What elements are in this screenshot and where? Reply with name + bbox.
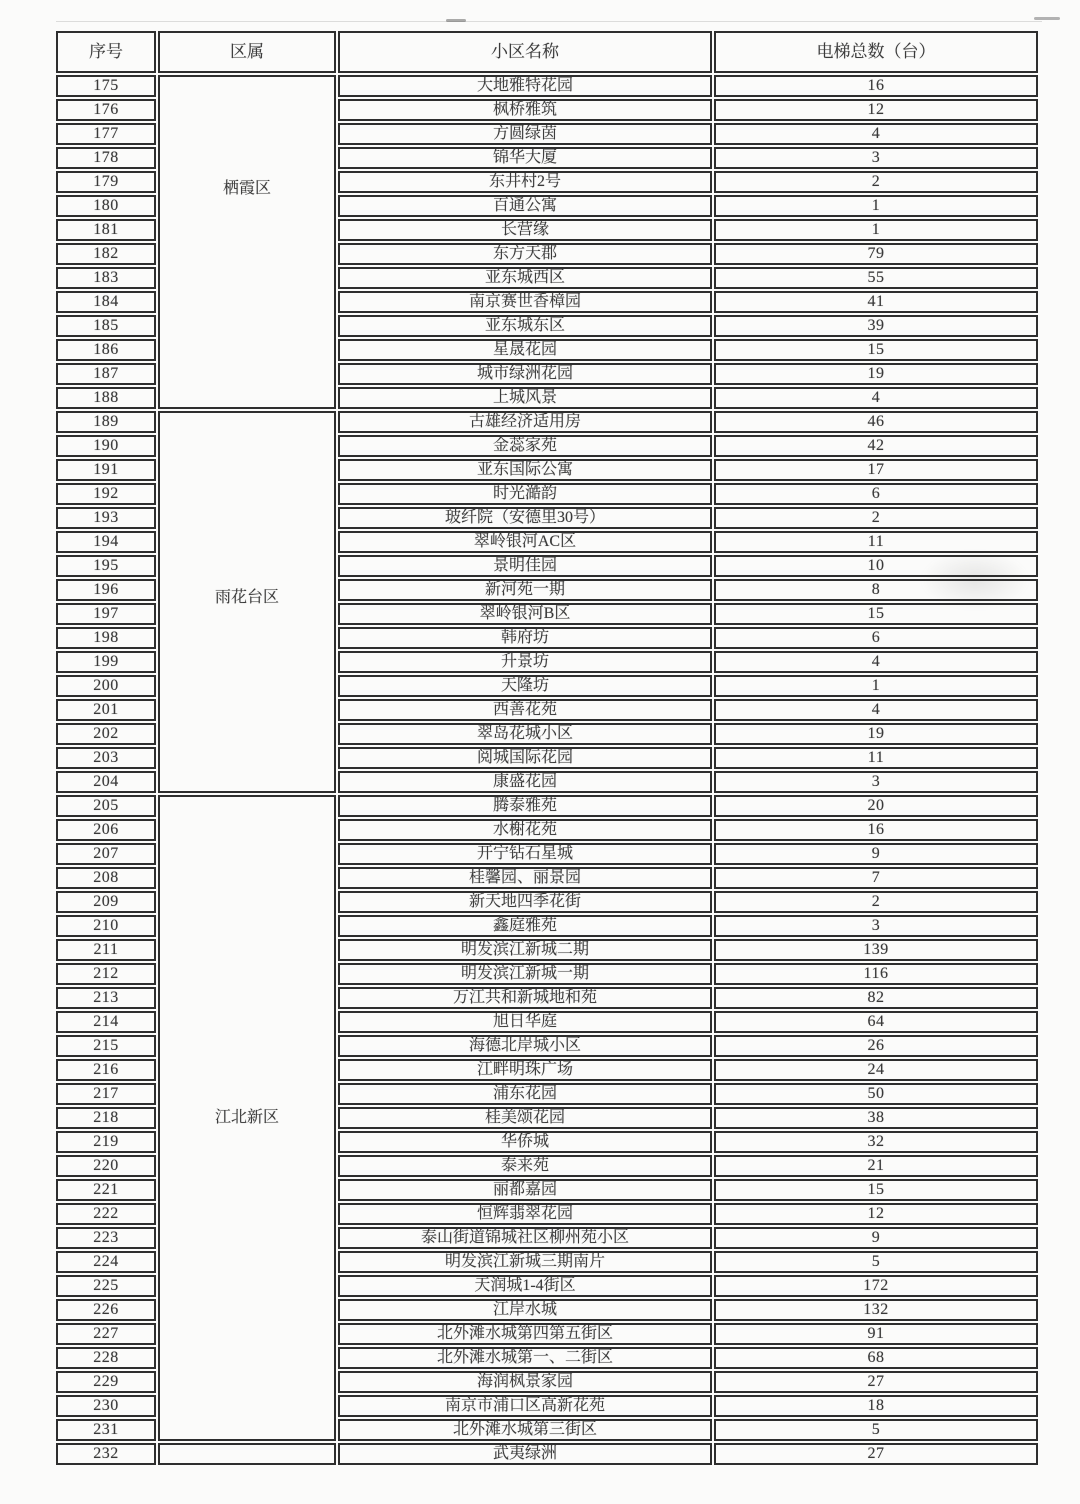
serial-cell: 209 [56,891,156,913]
elevator-count-cell: 6 [714,483,1038,505]
scan-artifact-mark [1034,17,1060,20]
elevator-count-cell: 41 [714,291,1038,313]
serial-cell: 208 [56,867,156,889]
community-name-cell: 枫桥雅筑 [338,99,712,121]
serial-cell: 201 [56,699,156,721]
elevator-count-cell: 15 [714,603,1038,625]
elevator-count-cell: 8 [714,579,1038,601]
elevator-count-cell: 9 [714,1227,1038,1249]
elevator-count-cell: 42 [714,435,1038,457]
table-header-row [56,31,1038,73]
community-name-cell: 新河苑一期 [338,579,712,601]
elevator-count-cell: 2 [714,891,1038,913]
elevator-count-cell: 1 [714,195,1038,217]
community-name-cell: 明发滨江新城三期南片 [338,1251,712,1273]
community-name-cell: 浦东花园 [338,1083,712,1105]
elevator-count-cell: 7 [714,867,1038,889]
serial-cell: 219 [56,1131,156,1153]
elevator-count-cell: 11 [714,531,1038,553]
elevator-count-cell: 46 [714,411,1038,433]
table-row [56,75,1038,97]
elevator-count-cell: 39 [714,315,1038,337]
community-name-cell: 东井村2号 [338,171,712,193]
elevator-table [54,29,1040,1467]
serial-cell: 204 [56,771,156,793]
serial-cell: 200 [56,675,156,697]
serial-cell: 189 [56,411,156,433]
community-name-cell: 武夷绿洲 [338,1443,712,1465]
serial-cell: 184 [56,291,156,313]
elevator-count-cell: 38 [714,1107,1038,1129]
elevator-count-cell: 82 [714,987,1038,1009]
elevator-count-cell: 12 [714,1203,1038,1225]
community-name-cell: 华侨城 [338,1131,712,1153]
elevator-count-cell: 68 [714,1347,1038,1369]
serial-cell: 217 [56,1083,156,1105]
elevator-count-cell: 3 [714,147,1038,169]
serial-cell: 190 [56,435,156,457]
community-name-cell: 方圆绿茵 [338,123,712,145]
district-label: 江北新区 [214,1109,279,1126]
serial-cell: 194 [56,531,156,553]
elevator-count-cell: 9 [714,843,1038,865]
community-name-cell: 明发滨江新城一期 [338,963,712,985]
serial-cell: 195 [56,555,156,577]
community-name-cell: 新天地四季花街 [338,891,712,913]
district-cell [158,411,336,793]
serial-cell: 221 [56,1179,156,1201]
community-name-cell: 泰来苑 [338,1155,712,1177]
community-name-cell: 古雄经济适用房 [338,411,712,433]
serial-cell: 199 [56,651,156,673]
community-name-cell: 翠岭银河AC区 [338,531,712,553]
community-name-cell: 丽都嘉园 [338,1179,712,1201]
serial-cell: 178 [56,147,156,169]
serial-cell: 176 [56,99,156,121]
elevator-count-cell: 55 [714,267,1038,289]
serial-cell: 175 [56,75,156,97]
elevator-count-cell: 64 [714,1011,1038,1033]
community-name-cell: 景明佳园 [338,555,712,577]
elevator-count-cell: 17 [714,459,1038,481]
serial-cell: 181 [56,219,156,241]
district-cell [158,1443,336,1465]
serial-cell: 224 [56,1251,156,1273]
community-name-cell: 北外滩水城第四第五街区 [338,1323,712,1345]
community-name-cell: 东方天郡 [338,243,712,265]
community-name-cell: 升景坊 [338,651,712,673]
community-name-cell: 桂美颂花园 [338,1107,712,1129]
serial-cell: 232 [56,1443,156,1465]
elevator-count-cell: 5 [714,1251,1038,1273]
serial-cell: 212 [56,963,156,985]
elevator-count-cell: 10 [714,555,1038,577]
serial-cell: 218 [56,1107,156,1129]
elevator-count-cell: 19 [714,363,1038,385]
serial-cell: 207 [56,843,156,865]
elevator-count-cell: 91 [714,1323,1038,1345]
elevator-count-cell: 132 [714,1299,1038,1321]
community-name-cell: 北外滩水城第三街区 [338,1419,712,1441]
elevator-count-cell: 116 [714,963,1038,985]
community-name-cell: 城市绿洲花园 [338,363,712,385]
community-name-cell: 明发滨江新城二期 [338,939,712,961]
serial-cell: 192 [56,483,156,505]
elevator-count-cell: 5 [714,1419,1038,1441]
community-name-cell: 西善花苑 [338,699,712,721]
col-header-elevators: 电梯总数（台） [714,31,1038,73]
community-name-cell: 亚东国际公寓 [338,459,712,481]
elevator-count-cell: 79 [714,243,1038,265]
serial-cell: 227 [56,1323,156,1345]
serial-cell: 220 [56,1155,156,1177]
elevator-count-cell: 19 [714,723,1038,745]
community-name-cell: 翠岭银河B区 [338,603,712,625]
serial-cell: 226 [56,1299,156,1321]
community-name-cell: 海润枫景家园 [338,1371,712,1393]
serial-cell: 222 [56,1203,156,1225]
community-name-cell: 旭日华庭 [338,1011,712,1033]
serial-cell: 225 [56,1275,156,1297]
community-name-cell: 泰山街道锦城社区柳州苑小区 [338,1227,712,1249]
serial-cell: 214 [56,1011,156,1033]
community-name-cell: 金蕊家苑 [338,435,712,457]
serial-cell: 210 [56,915,156,937]
elevator-count-cell: 32 [714,1131,1038,1153]
elevator-count-cell: 2 [714,171,1038,193]
serial-cell: 191 [56,459,156,481]
community-name-cell: 阅城国际花园 [338,747,712,769]
elevator-count-cell: 16 [714,819,1038,841]
community-name-cell: 星晟花园 [338,339,712,361]
elevator-count-cell: 2 [714,507,1038,529]
serial-cell: 205 [56,795,156,817]
community-name-cell: 亚东城东区 [338,315,712,337]
serial-cell: 206 [56,819,156,841]
scan-artifact-mark [446,19,466,22]
community-name-cell: 天隆坊 [338,675,712,697]
serial-cell: 187 [56,363,156,385]
elevator-count-cell: 6 [714,627,1038,649]
community-name-cell: 北外滩水城第一、二街区 [338,1347,712,1369]
elevator-count-cell: 11 [714,747,1038,769]
community-name-cell: 康盛花园 [338,771,712,793]
serial-cell: 231 [56,1419,156,1441]
serial-cell: 183 [56,267,156,289]
elevator-count-cell: 3 [714,771,1038,793]
elevator-count-cell: 27 [714,1443,1038,1465]
serial-cell: 182 [56,243,156,265]
serial-cell: 229 [56,1371,156,1393]
serial-cell: 215 [56,1035,156,1057]
community-name-cell: 南京市浦口区高新花苑 [338,1395,712,1417]
community-name-cell: 韩府坊 [338,627,712,649]
community-name-cell: 翠岛花城小区 [338,723,712,745]
serial-cell: 216 [56,1059,156,1081]
elevator-count-cell: 21 [714,1155,1038,1177]
district-cell [158,75,336,409]
serial-cell: 196 [56,579,156,601]
serial-cell: 177 [56,123,156,145]
community-name-cell: 百通公寓 [338,195,712,217]
serial-cell: 179 [56,171,156,193]
serial-cell: 203 [56,747,156,769]
serial-cell: 188 [56,387,156,409]
elevator-count-cell: 50 [714,1083,1038,1105]
elevator-count-cell: 4 [714,387,1038,409]
serial-cell: 213 [56,987,156,1009]
serial-cell: 230 [56,1395,156,1417]
community-name-cell: 恒辉翡翠花园 [338,1203,712,1225]
community-name-cell: 江岸水城 [338,1299,712,1321]
col-header-district: 区属 [158,31,336,73]
serial-cell: 211 [56,939,156,961]
community-name-cell: 水榭花苑 [338,819,712,841]
community-name-cell: 桂馨园、丽景园 [338,867,712,889]
community-name-cell: 大地雅特花园 [338,75,712,97]
table-row [56,795,1038,817]
elevator-count-cell: 1 [714,675,1038,697]
scan-artifact-line [56,21,1042,22]
community-name-cell: 锦华大厦 [338,147,712,169]
community-name-cell: 万江共和新城地和苑 [338,987,712,1009]
col-header-serial: 序号 [56,31,156,73]
serial-cell: 228 [56,1347,156,1369]
elevator-count-cell: 15 [714,1179,1038,1201]
elevator-count-cell: 16 [714,75,1038,97]
serial-cell: 202 [56,723,156,745]
col-header-community: 小区名称 [338,31,712,73]
serial-cell: 197 [56,603,156,625]
elevator-count-cell: 20 [714,795,1038,817]
elevator-count-cell: 4 [714,651,1038,673]
elevator-count-cell: 27 [714,1371,1038,1393]
community-name-cell: 开宁钻石星城 [338,843,712,865]
community-name-cell: 腾泰雅苑 [338,795,712,817]
elevator-count-cell: 24 [714,1059,1038,1081]
table-body [56,75,1038,1465]
community-name-cell: 长营缘 [338,219,712,241]
community-name-cell: 南京赛世香樟园 [338,291,712,313]
serial-cell: 193 [56,507,156,529]
elevator-count-cell: 12 [714,99,1038,121]
community-name-cell: 鑫庭雅苑 [338,915,712,937]
district-label: 栖霞区 [222,180,271,198]
elevator-count-cell: 4 [714,123,1038,145]
district-label: 雨花台区 [214,589,279,607]
community-name-cell: 江畔明珠广场 [338,1059,712,1081]
community-name-cell: 亚东城西区 [338,267,712,289]
serial-cell: 186 [56,339,156,361]
district-cell [158,795,336,1441]
serial-cell: 180 [56,195,156,217]
elevator-count-cell: 3 [714,915,1038,937]
serial-cell: 223 [56,1227,156,1249]
elevator-count-cell: 139 [714,939,1038,961]
elevator-count-cell: 172 [714,1275,1038,1297]
community-name-cell: 玻纤院（安德里30号） [338,507,712,529]
community-name-cell: 海德北岸城小区 [338,1035,712,1057]
elevator-count-cell: 26 [714,1035,1038,1057]
elevator-count-cell: 4 [714,699,1038,721]
community-name-cell: 上城风景 [338,387,712,409]
community-name-cell: 天润城1-4街区 [338,1275,712,1297]
elevator-count-cell: 15 [714,339,1038,361]
community-name-cell: 时光澔韵 [338,483,712,505]
table-row [56,1443,1038,1465]
serial-cell: 185 [56,315,156,337]
serial-cell: 198 [56,627,156,649]
table-row [56,411,1038,433]
elevator-count-cell: 1 [714,219,1038,241]
elevator-count-cell: 18 [714,1395,1038,1417]
